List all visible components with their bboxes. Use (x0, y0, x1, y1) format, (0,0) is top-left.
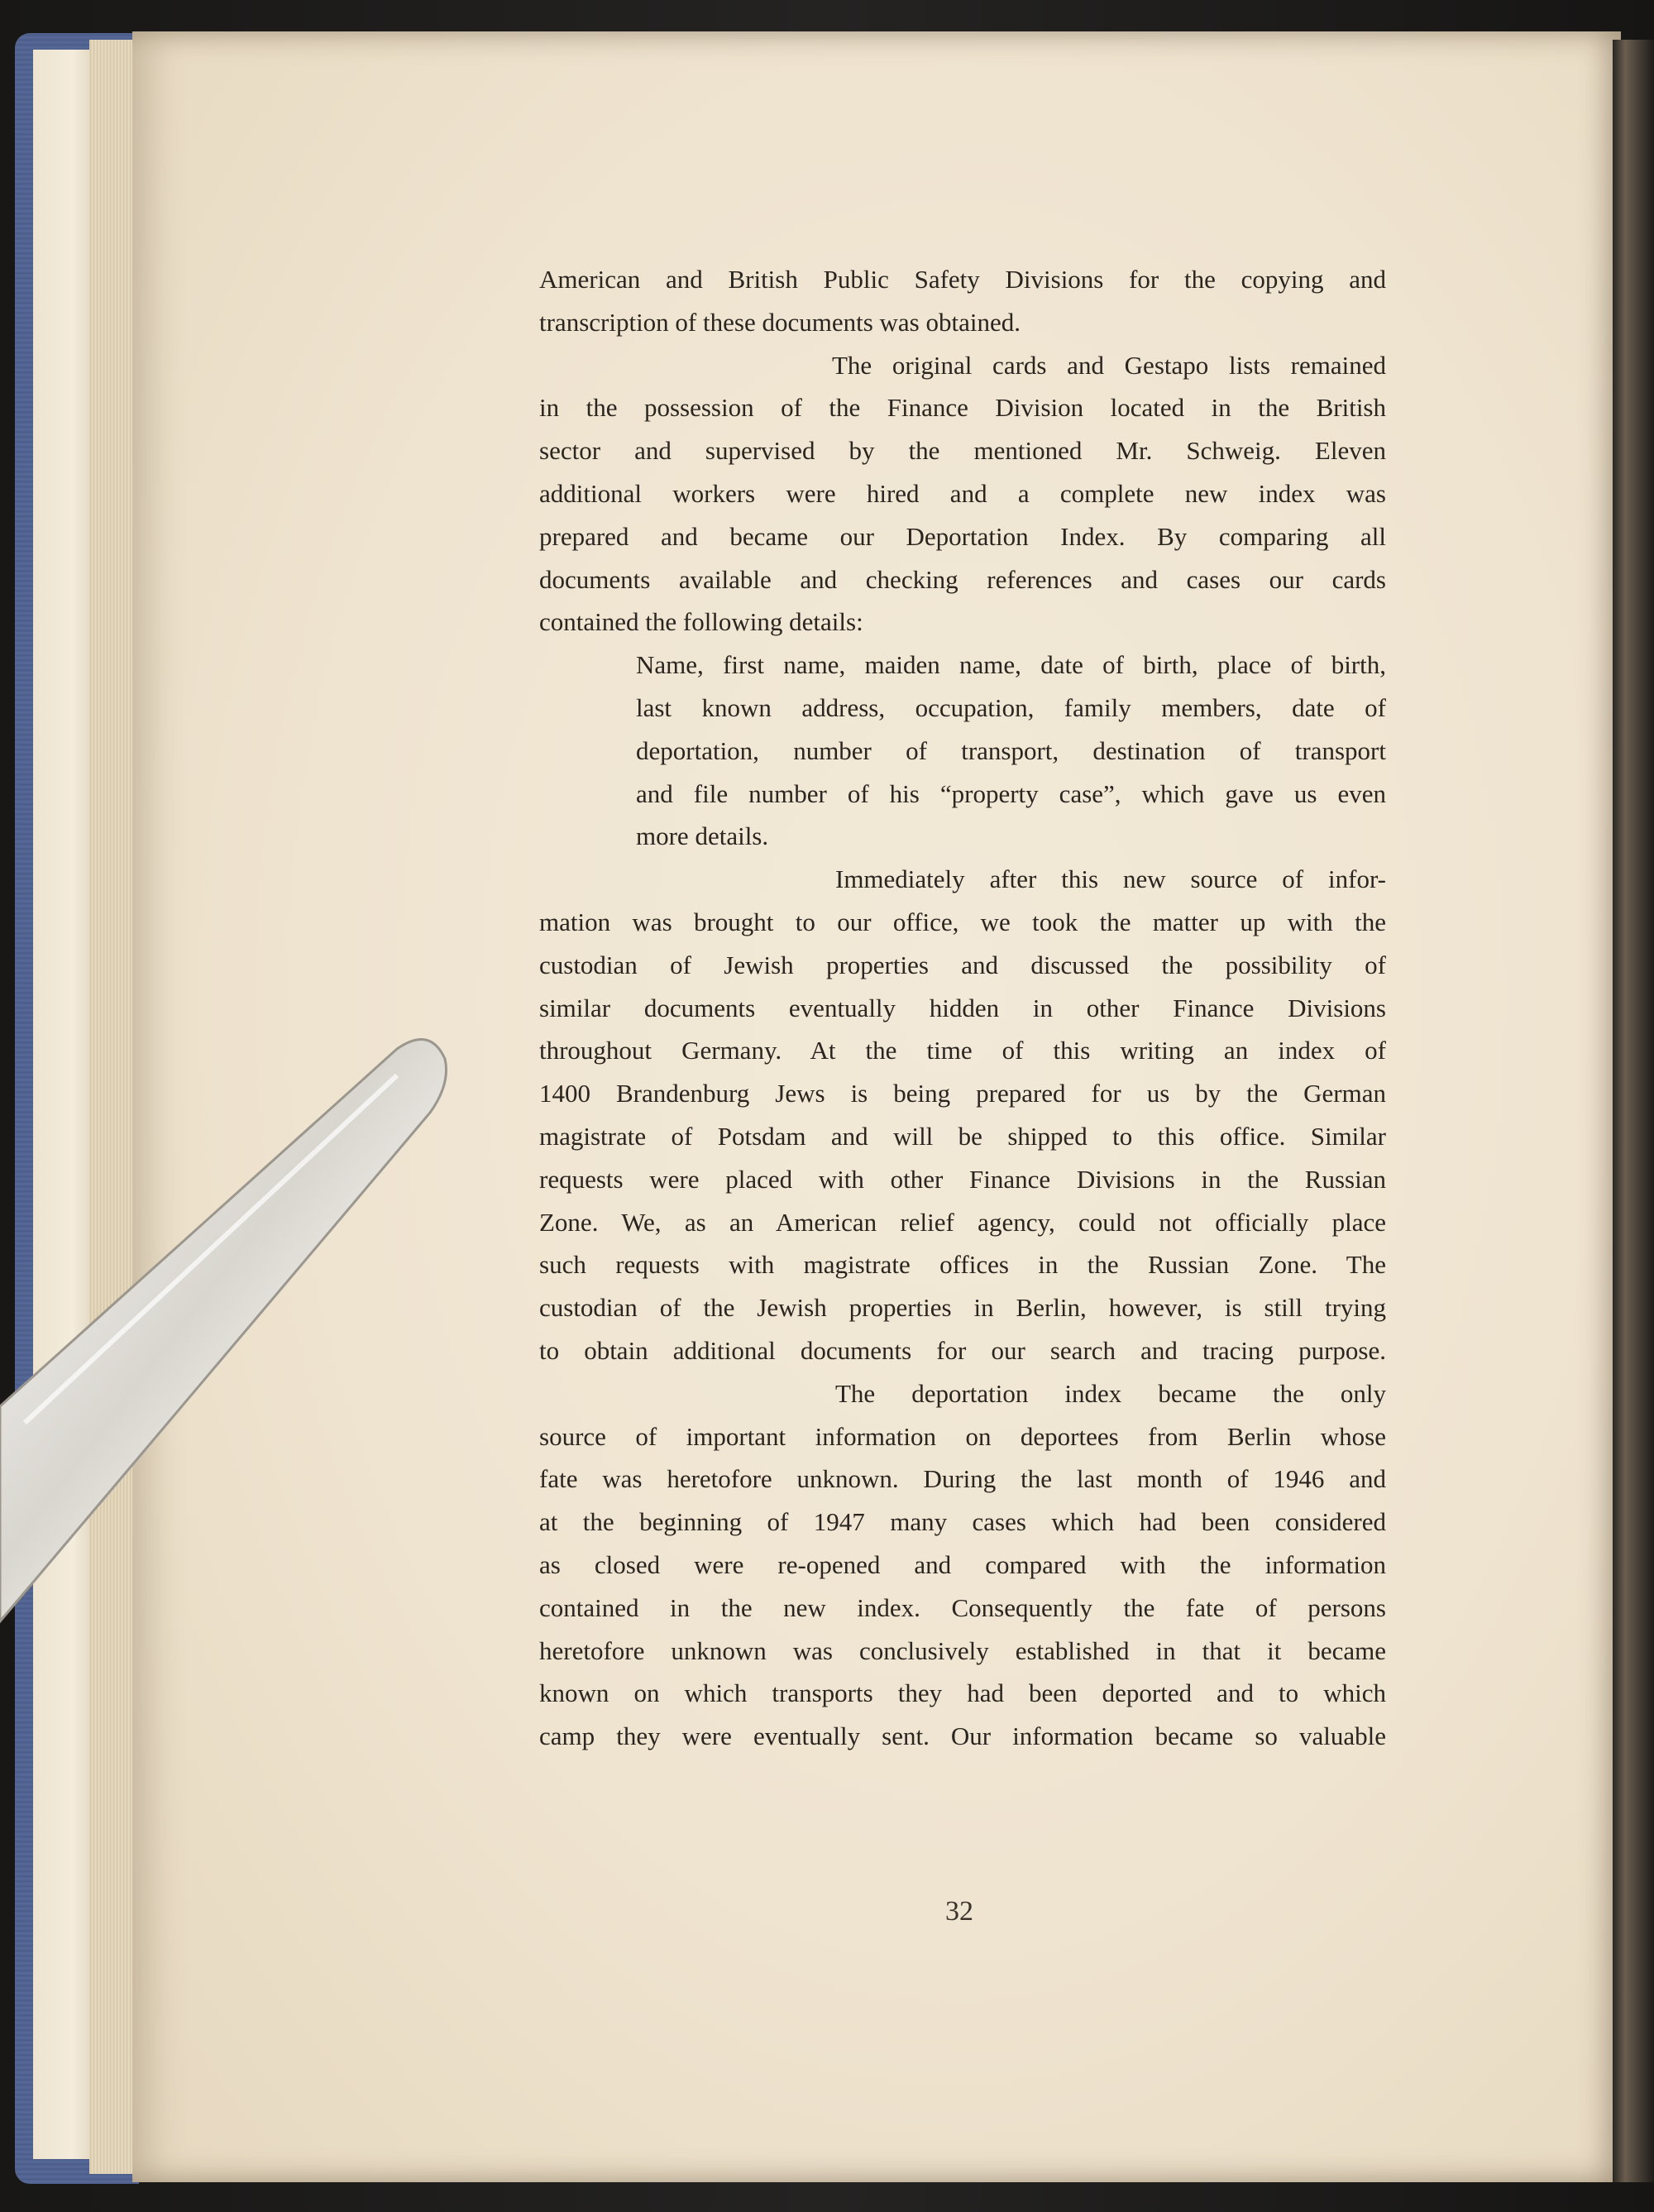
book-gutter (1613, 40, 1654, 2182)
text-line: similar documents eventually hidden in other Finance Divisions (539, 993, 1386, 1022)
text-line: The deportation index became the only (835, 1378, 1386, 1408)
text-line: additional workers were hired and a complete new index was (539, 478, 1386, 508)
text-line: transcription of these documents was obtained. (539, 307, 1021, 337)
text-line: custodian of the Jewish properties in Berlin, however, is still trying (539, 1293, 1386, 1323)
text-line: contained in the new index. Consequently the fate of persons (539, 1592, 1386, 1622)
text-line: to obtain additional documents for our search and tracing purpose. (539, 1335, 1386, 1365)
text-line: sector and supervised by the mentioned Mr. Schweig. Eleven (539, 436, 1386, 466)
text-line: deportation, number of transport, destination of transport (636, 735, 1386, 765)
text-line: and file number of his “property case”, which gave us even (636, 778, 1386, 808)
text-line: as closed were re-opened and compared with the information (539, 1549, 1386, 1579)
text-line: more details. (636, 821, 769, 851)
text-line: The original cards and Gestapo lists remained (832, 350, 1386, 380)
text-line: Name, first name, maiden name, date of birth, place of birth, (636, 650, 1386, 680)
text-line: known on which transports they had been deported and to which (539, 1678, 1386, 1708)
text-line: 1400 Brandenburg Jews is being prepared for us by the German (539, 1079, 1386, 1108)
text-line: prepared and became our Deportation Index. By comparing all (539, 521, 1386, 551)
text-line: in the possession of the Finance Division located in the British (539, 393, 1386, 423)
text-line: requests were placed with other Finance Divisions in the Russian (539, 1164, 1386, 1194)
text-line: custodian of Jewish properties and discussed the possibility of (539, 950, 1386, 979)
text-line: throughout Germany. At the time of this writing an index of (539, 1036, 1386, 1065)
text-line: magistrate of Potsdam and will be shipped to this office. Similar (539, 1121, 1386, 1151)
text-line: such requests with magistrate offices in the Russian Zone. The (539, 1250, 1386, 1280)
text-line: contained the following details: (539, 607, 863, 637)
text-line: fate was heretofore unknown. During the last month of 1946 and (539, 1464, 1386, 1494)
page-number: 32 (945, 1896, 973, 1927)
text-line: camp they were eventually sent. Our information became so valuable (539, 1721, 1386, 1751)
text-line: source of important information on deportees from Berlin whose (539, 1421, 1386, 1451)
text-line: mation was brought to our office, we took the matter up with the (539, 907, 1386, 936)
text-line: at the beginning of 1947 many cases which had been considered (539, 1507, 1386, 1537)
text-line: documents available and checking references and cases our cards (539, 564, 1386, 594)
text-line: heretofore unknown was conclusively established in that it became (539, 1635, 1386, 1665)
text-line: Immediately after this new source of infor- (835, 864, 1386, 894)
text-line: last known address, occupation, family members, date of (636, 692, 1386, 722)
text-line: American and British Public Safety Divisions for the copying and (539, 265, 1386, 294)
text-line: Zone. We, as an American relief agency, could not officially place (539, 1207, 1386, 1237)
body-text (539, 258, 1386, 1758)
